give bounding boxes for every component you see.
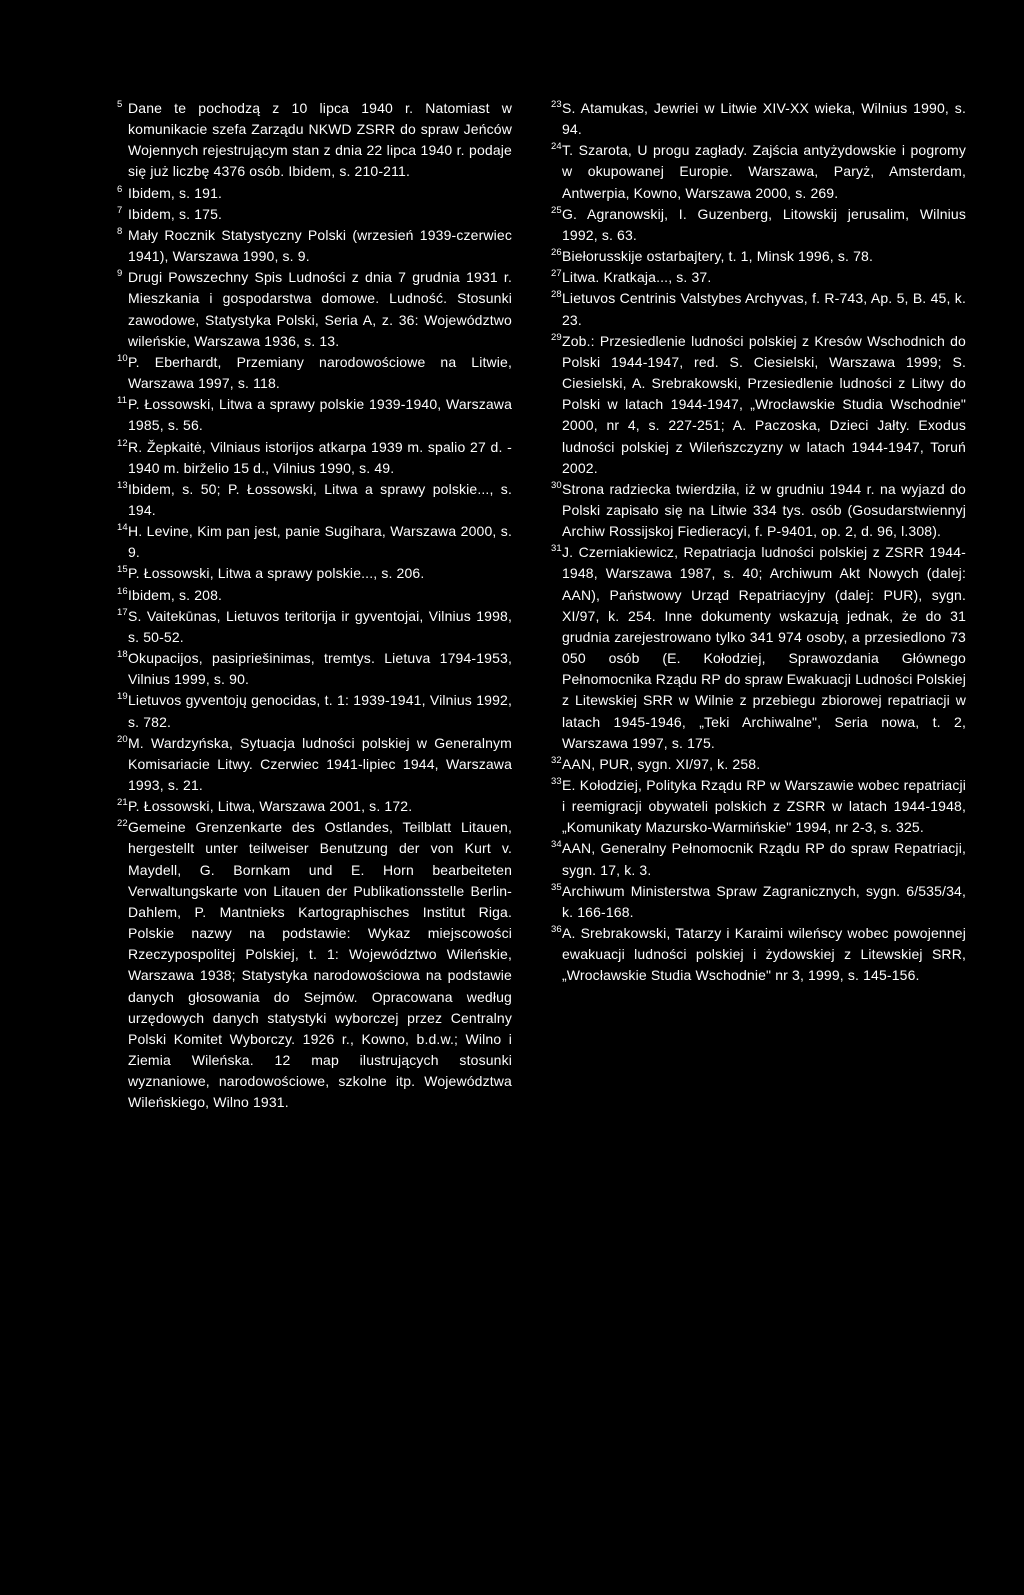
footnote [551, 204, 971, 246]
footnote-number: 17 [117, 606, 128, 618]
footnote [117, 267, 517, 352]
footnote-text: Biełorusskije ostarbajtery, t. 1, Minsk 1996, s. 78. [562, 248, 874, 265]
footnote-number: 9 [117, 268, 123, 280]
footnote-number: 10 [117, 352, 128, 364]
footnote-number: 30 [551, 479, 562, 491]
footnote-number: 20 [117, 733, 128, 745]
footnote-number: 34 [551, 839, 562, 851]
footnote-text: P. Łossowski, Litwa a sprawy polskie 1939-1940, Warszawa 1985, s. 56. [128, 396, 517, 434]
footnote-text: Zob.: Przesiedlenie ludności polskiej z Kresów Wschodnich do Polski 1944-1947, red. S. Ciesielski, Warszawa 1999; S. Ciesielski, A. Srebrakowski, Przesiedlenie ludności z Litwy do Polski w latach 1944-1947, „Wrocławskie Studia Wschodnie" 2000, nr 4, s. 227-251; A. Paczoska, Dzieci Jałty. Exodus ludności polskiej z Wileńszczyzny w latach 1944-1947, Toruń 2002. [562, 332, 971, 476]
footnote-text: S. Vaitekūnas, Lietuvos teritorija ir gyventojai, Vilnius 1998, s. 50-52. [128, 607, 517, 645]
footnote [551, 479, 971, 542]
footnote-number: 32 [551, 754, 562, 766]
footnote-text: P. Łossowski, Litwa a sprawy polskie..., s. 206. [128, 565, 425, 582]
footnote-number: 28 [551, 289, 562, 301]
footnote-text: M. Wardzyńska, Sytuacja ludności polskiej w Generalnym Komisariacie Litwy. Czerwiec 1941-lipiec 1944, Warszawa 1993, s. 21. [128, 734, 517, 793]
footnote-text: P. Łossowski, Litwa, Warszawa 2001, s. 172. [128, 798, 413, 815]
footnote-number: 35 [551, 881, 562, 893]
footnote-number: 19 [117, 691, 128, 703]
footnote [117, 183, 512, 204]
footnote [117, 796, 512, 817]
footnote-text: Lietuvos gyventojų genocidas, t. 1: 1939-1941, Vilnius 1992, s. 782. [128, 692, 517, 730]
footnote-text: G. Agranowskij, I. Guzenberg, Litowskij jerusalim, Wilnius 1992, s. 63. [562, 205, 971, 243]
footnote [117, 585, 512, 606]
footnote-text: T. Szarota, U progu zagłady. Zajścia antyżydowskie i pogromy w okupowanej Europie. Warszawa, Paryż, Amsterdam, Antwerpia, Kowno, Warszawa 2000, s. 269. [562, 142, 971, 201]
footnote [117, 352, 517, 394]
footnote-text: P. Eberhardt, Przemiany narodowościowe na Litwie, Warszawa 1997, s. 118. [128, 353, 517, 392]
footnote [551, 775, 971, 838]
footnotes-right-column [551, 98, 971, 987]
footnote-text: Archiwum Ministerstwa Spraw Zagranicznych, sygn. 6/535/34, k. 166-168. [562, 882, 971, 920]
footnote [551, 923, 971, 986]
footnote-text: Litwa. Kratkaja..., s. 37. [562, 269, 712, 286]
footnote-text: Ibidem, s. 50; P. Łossowski, Litwa a sprawy polskie..., s. 194. [128, 480, 517, 518]
footnote-number: 29 [551, 331, 562, 343]
footnote-text: Drugi Powszechny Spis Ludności z dnia 7 grudnia 1931 r. Mieszkania i gospodarstwa domowe. Ludność. Stosunki zawodowe, Statystyka Polski, Seria A, z. 36: Województwo wileńskie, Warszawa 1936, s. 13. [128, 269, 517, 349]
footnote-text: R. Žepkaitė, Vilniaus istorijos atkarpa 1939 m. spalio 27 d. - 1940 m. birželio 15 d., Vilnius 1990, s. 49. [128, 438, 517, 476]
footnote-number: 36 [551, 924, 562, 936]
footnote-number: 12 [117, 437, 128, 449]
footnote [551, 542, 971, 754]
footnote-number: 31 [551, 543, 562, 555]
footnote [551, 881, 971, 923]
footnote-text: E. Kołodziej, Polityka Rządu RP w Warszawie wobec repatriacji i reemigracji obywateli polskich z ZSRR w latach 1944-1948, „Komunikaty Mazursko-Warmińskie" 1994, nr 2-3, s. 325. [562, 777, 971, 836]
footnote-number: 21 [117, 797, 128, 809]
footnote-number: 25 [551, 204, 562, 216]
footnote-number: 15 [117, 564, 128, 576]
footnote [551, 288, 971, 330]
footnote-number: 7 [117, 204, 123, 216]
footnote-number: 13 [117, 479, 128, 491]
footnote-text: Ibidem, s. 208. [128, 586, 223, 603]
footnote-number: 33 [551, 776, 562, 787]
footnote [117, 204, 512, 225]
footnote-number: 23 [551, 99, 562, 110]
footnote [117, 521, 517, 563]
footnote [551, 331, 971, 479]
footnote-number: 18 [117, 649, 128, 661]
footnote [551, 98, 971, 140]
footnote [117, 225, 517, 267]
footnote-text: Ibidem, s. 175. [128, 205, 223, 222]
footnote [117, 437, 517, 479]
footnote-number: 24 [551, 141, 562, 153]
footnote [551, 754, 966, 775]
footnote-number: 26 [551, 247, 562, 259]
footnote [117, 733, 517, 796]
footnote [117, 479, 517, 521]
footnote-number: 5 [117, 99, 123, 110]
footnote [117, 690, 517, 732]
footnote [117, 563, 512, 584]
footnote-text: Strona radziecka twierdziła, iż w grudniu 1944 r. na wyjazd do Polski zapisało się na Litwie 334 tys. osób (Gosudarstwiennyj Archiw Rossijskoj Fiedieracyi, f. P-9401, op. 2, d. 96, l.308). [562, 480, 971, 540]
footnote [117, 817, 517, 1113]
footnote [117, 606, 517, 648]
footnote-number: 22 [117, 818, 128, 830]
footnote-number: 6 [117, 183, 123, 195]
footnote-number: 27 [551, 268, 562, 280]
footnote-text: Okupacijos, pasipriešinimas, tremtys. Lietuva 1794-1953, Vilnius 1999, s. 90. [128, 650, 517, 688]
footnotes-left-column [117, 98, 517, 1114]
footnote [117, 98, 517, 183]
footnote-text: H. Levine, Kim pan jest, panie Sugihara, Warszawa 2000, s. 9. [128, 523, 517, 561]
footnote-text: AAN, Generalny Pełnomocnik Rządu RP do spraw Repatriacji, sygn. 17, k. 3. [562, 840, 971, 878]
footnote [117, 394, 517, 436]
footnote-text: J. Czerniakiewicz, Repatriacja ludności polskiej z ZSRR 1944-1948, Warszawa 1987, s. 40; Archiwum Akt Nowych (dalej: AAN), Państwowy Urząd Repatriacyjny (dalej: PUR), sygn. XI/97, k. 254. Inne dokumenty wskazują jednak, że do 31 grudnia zarejestrowano tylko 341 974 osoby, a przesiedlono 73 050 osób (E. Kołodziej, Sprawozdania Głównego Pełnomocnika Rządu RP do spraw Ewakuacji Ludności Polskiej z Litewskiej SRR w Wilnie z przebiegu zbiorowej repatriacji w latach 1945-1946, „Teki Archiwalne", Seria nowa, t. 2, Warszawa 1997, s. 175. [562, 544, 971, 751]
footnote-number: 11 [117, 395, 128, 407]
footnote-text: Mały Rocznik Statystyczny Polski (wrzesień 1939-czerwiec 1941), Warszawa 1990, s. 9. [128, 226, 517, 265]
footnote-text: S. Atamukas, Jewriei w Litwie XIV-XX wieka, Wilnius 1990, s. 94. [562, 100, 971, 138]
footnote-text: AAN, PUR, sygn. XI/97, k. 258. [562, 755, 761, 772]
footnote [117, 648, 517, 690]
footnote-text: Dane te pochodzą z 10 lipca 1940 r. Natomiast w komunikacie szefa Zarządu NKWD ZSRR do spraw Jeńców Wojennych rejestrującym stan z dnia 22 lipca 1940 r. podaje się już liczbę 4376 osób. Ibidem, s. 210-211. [128, 100, 517, 180]
footnote-number: 8 [117, 225, 123, 237]
footnote [551, 140, 971, 203]
footnote-text: Gemeine Grenzenkarte des Ostlandes, Teilblatt Litauen, hergestellt unter teilweiser Benutzung der von Kurt v. Maydell, G. Bornkam und E. Horn bearbeiteten Verwaltungskarte von Litauen der Publikationsstelle Berlin-Dahlem, P. Mantnieks Kartographisches Institut Riga. Polskie nazwy na podstawie: Wykaz miejscowości Rzeczypospolitej Polskiej, t. 1: Województwo Wileńskie, Warszawa 1938; Statystyka narodowościowa na podstawie danych głosowania do Sejmów. Opracowana według urzędowych danych statystyki wyborczej przez Centralny Polski Komitet Wyborczy. 1926 r., Kowno, b.d.w.; Wilno i Ziemia Wileńska. 12 map ilustrujących stosunki wyznaniowe, narodowościowe, szkolne itp. Województwa Wileńskiego, Wilno 1931. [128, 819, 517, 1111]
footnote [551, 246, 966, 267]
footnote [551, 267, 966, 288]
footnote-number: 14 [117, 522, 128, 534]
footnote-number: 16 [117, 585, 128, 597]
footnote [551, 838, 971, 880]
footnote-text: Lietuvos Centrinis Valstybes Archyvas, f. R-743, Ap. 5, B. 45, k. 23. [562, 290, 971, 328]
footnote-text: Ibidem, s. 191. [128, 184, 223, 201]
footnote-text: A. Srebrakowski, Tatarzy i Karaimi wileńscy wobec powojennej ewakuacji ludności polskiej i żydowskiej z Litewskiej SRR, „Wrocławskie Studia Wschodnie" nr 3, 1999, s. 145-156. [562, 925, 971, 984]
